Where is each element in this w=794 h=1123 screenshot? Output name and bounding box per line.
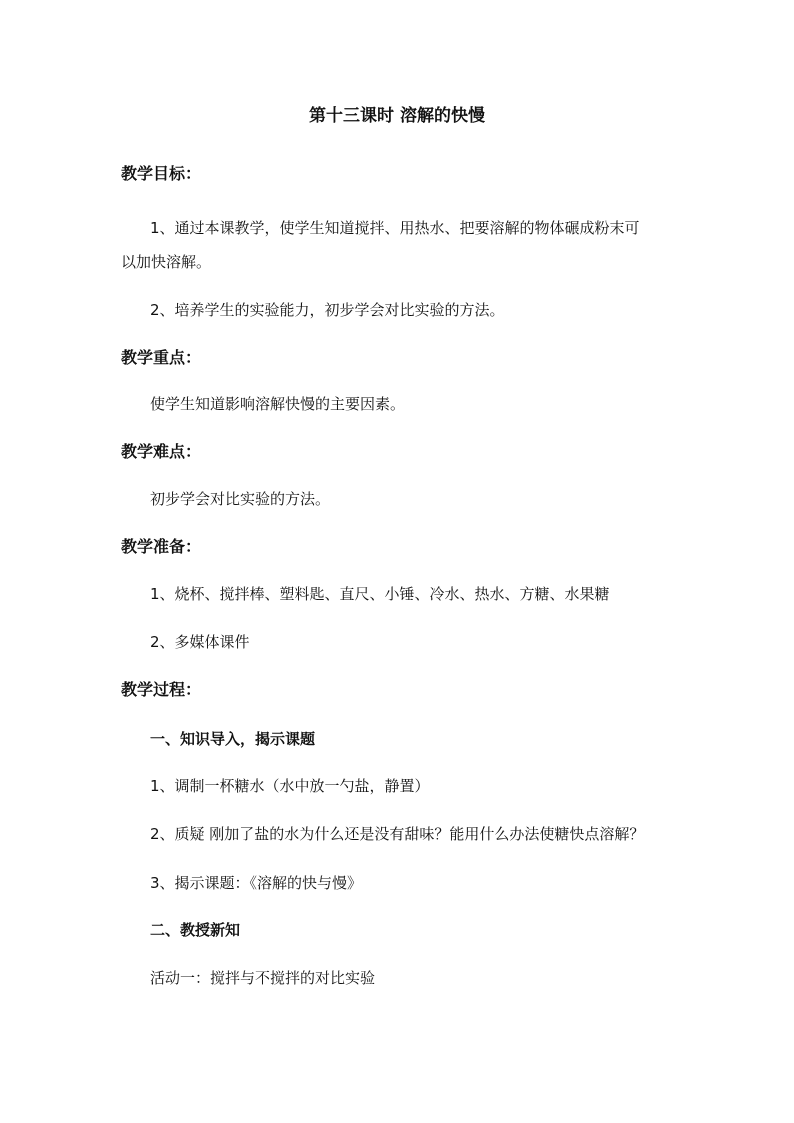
process-section-1-item-2: 2、质疑 刚加了盐的水为什么还是没有甜味？能用什么办法使糖快点溶解？ — [150, 825, 645, 843]
difficulties-text: 初步学会对比实验的方法。 — [150, 490, 331, 508]
preparation-item-2: 2、多媒体课件 — [150, 633, 250, 651]
difficulties-heading: 教学难点： — [121, 442, 202, 461]
process-section-1-title: 一、知识导入，揭示课题 — [150, 730, 316, 748]
objective-item-1: 1、通过本课教学，使学生知道搅拌、用热水、把要溶解的物体碾成粉末可 — [150, 219, 640, 237]
process-section-1-item-1: 1、调制一杯糖水（水中放一勺盐，静置） — [150, 777, 430, 795]
key-points-heading: 教学重点： — [121, 348, 202, 367]
key-points-text: 使学生知道影响溶解快慢的主要因素。 — [150, 395, 406, 413]
objective-item-2: 2、培养学生的实验能力，初步学会对比实验的方法。 — [150, 301, 505, 319]
process-section-2-activity-1: 活动一：搅拌与不搅拌的对比实验 — [150, 969, 376, 987]
preparation-item-1: 1、烧杯、搅拌棒、塑料匙、直尺、小锤、冷水、热水、方糖、水果糖 — [150, 585, 610, 603]
page-title: 第十三课时 溶解的快慢 — [309, 106, 485, 126]
process-section-1-item-3: 3、揭示课题：《溶解的快与慢》 — [150, 874, 363, 892]
objective-item-1-continued: 以加快溶解。 — [121, 253, 212, 271]
process-heading: 教学过程： — [121, 680, 202, 699]
preparation-heading: 教学准备： — [121, 537, 202, 556]
process-section-2-title: 二、教授新知 — [150, 921, 241, 939]
objectives-heading: 教学目标： — [121, 164, 202, 183]
